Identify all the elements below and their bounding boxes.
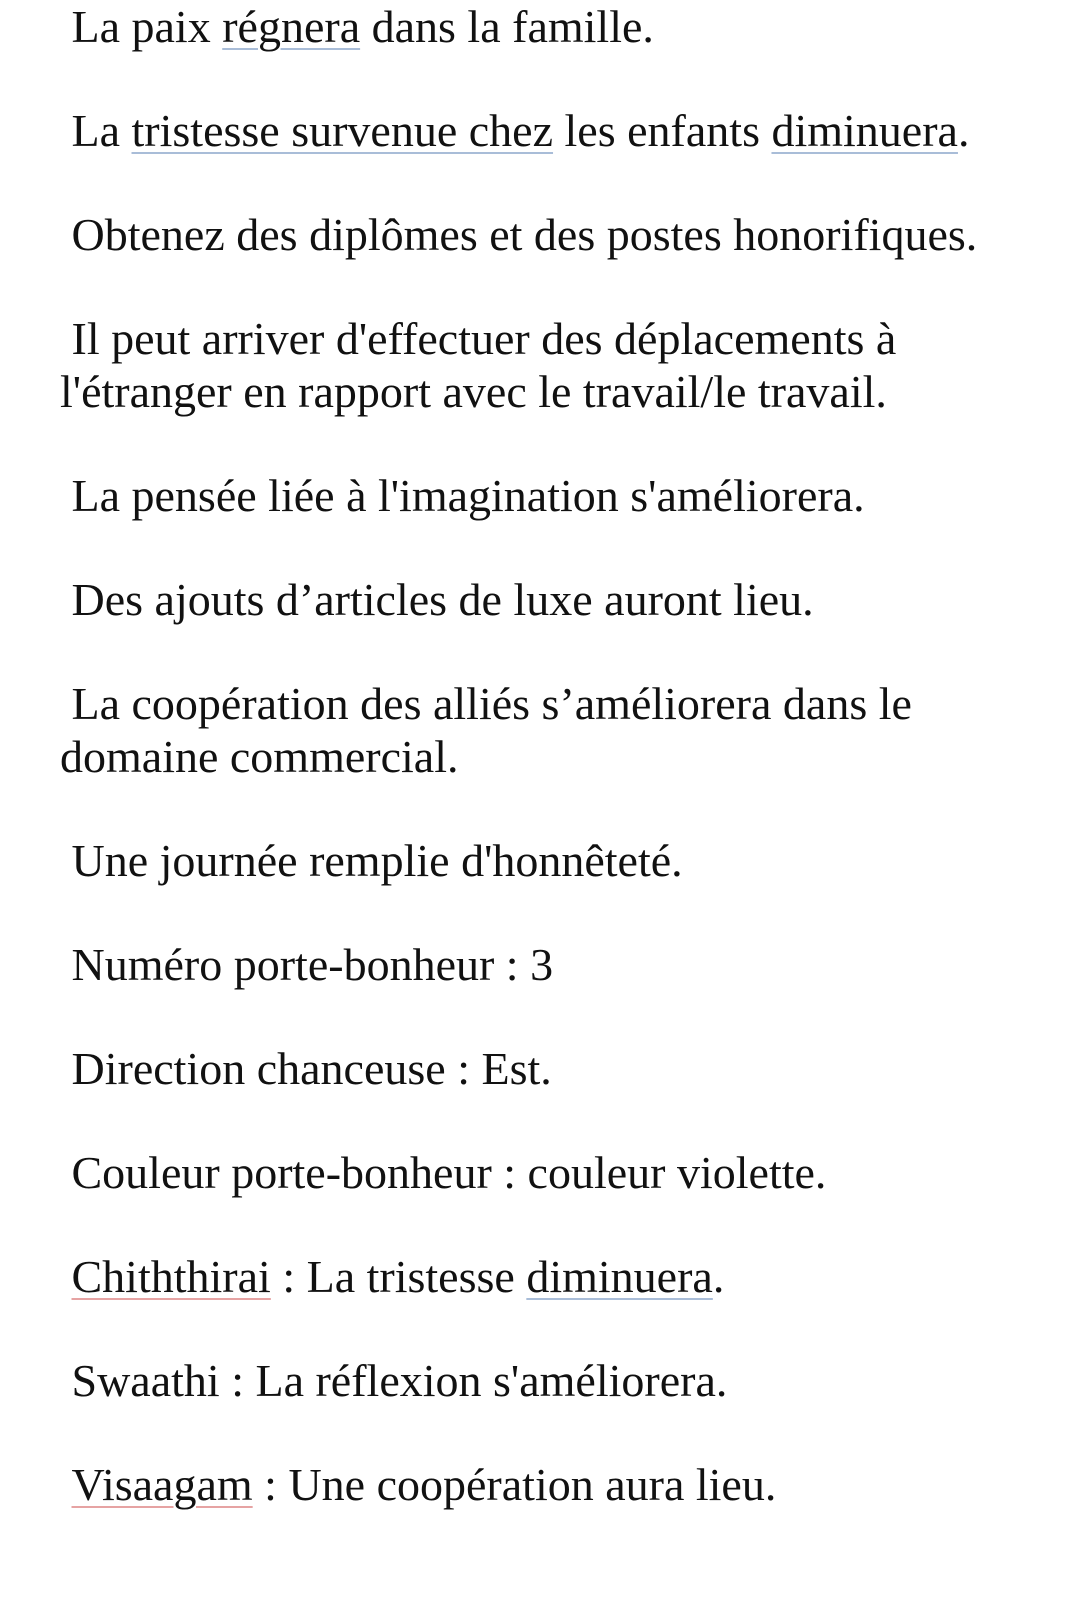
text-segment: Des ajouts d’articles de luxe auront lieu. [60, 574, 814, 625]
paragraph [60, 312, 1070, 418]
text-segment: La pensée liée à l'imagination s'améliorera. [60, 470, 865, 521]
text-segment: Direction chanceuse : Est. [60, 1043, 552, 1094]
paragraph-spacing [60, 783, 1070, 834]
paragraph [60, 1354, 1070, 1407]
paragraph-spacing [60, 626, 1070, 677]
text-segment: La paix [60, 1, 223, 52]
text-segment: La [60, 105, 132, 156]
paragraph-spacing [60, 418, 1070, 469]
text-segment: : La tristesse [270, 1251, 527, 1302]
spelling-flagged-text: Chiththirai [71, 1251, 271, 1302]
paragraph [60, 0, 1070, 53]
paragraph-spacing [60, 1303, 1070, 1354]
paragraph-spacing [60, 1199, 1070, 1250]
text-segment: . [712, 1251, 725, 1302]
text-segment: Couleur porte-bonheur : couleur violette. [60, 1147, 827, 1198]
text-segment: Numéro porte-bonheur : 3 [60, 939, 554, 990]
text-segment: les enfants [553, 105, 772, 156]
paragraph [60, 1458, 1070, 1511]
paragraph-spacing [60, 53, 1070, 104]
paragraph [60, 1146, 1070, 1199]
paragraph [60, 573, 1070, 626]
paragraph [60, 469, 1070, 522]
grammar-flagged-text: tristesse survenue chez [131, 105, 554, 156]
document-body [60, 0, 1070, 1511]
text-segment [60, 1251, 72, 1302]
paragraph-spacing [60, 157, 1070, 208]
paragraph [60, 104, 1070, 157]
text-segment: Une journée remplie d'honnêteté. [60, 835, 683, 886]
text-segment: : Une coopération aura lieu. [252, 1459, 777, 1510]
text-segment: . [957, 105, 970, 156]
text-segment: La coopération des alliés s’améliorera dans le domaine commercial. [60, 678, 924, 782]
grammar-flagged-text: diminuera [526, 1251, 713, 1302]
paragraph-spacing [60, 1407, 1070, 1458]
text-segment: Il peut arriver d'effectuer des déplacements à l'étranger en rapport avec le travail/le travail. [60, 313, 908, 417]
paragraph [60, 938, 1070, 991]
text-segment [60, 1459, 72, 1510]
paragraph [60, 677, 1070, 783]
grammar-flagged-text: diminuera [771, 105, 958, 156]
paragraph-spacing [60, 261, 1070, 312]
spelling-flagged-text: Visaagam [71, 1459, 253, 1510]
text-segment: Swaathi : La réflexion s'améliorera. [60, 1355, 728, 1406]
paragraph [60, 1042, 1070, 1095]
paragraph-spacing [60, 522, 1070, 573]
paragraph [60, 208, 1070, 261]
text-segment: Obtenez des diplômes et des postes honorifiques. [60, 209, 978, 260]
grammar-flagged-text: régnera [222, 1, 361, 52]
text-segment: dans la famille. [360, 1, 654, 52]
paragraph-spacing [60, 1095, 1070, 1146]
paragraph-spacing [60, 887, 1070, 938]
paragraph-spacing [60, 991, 1070, 1042]
paragraph [60, 834, 1070, 887]
paragraph [60, 1250, 1070, 1303]
